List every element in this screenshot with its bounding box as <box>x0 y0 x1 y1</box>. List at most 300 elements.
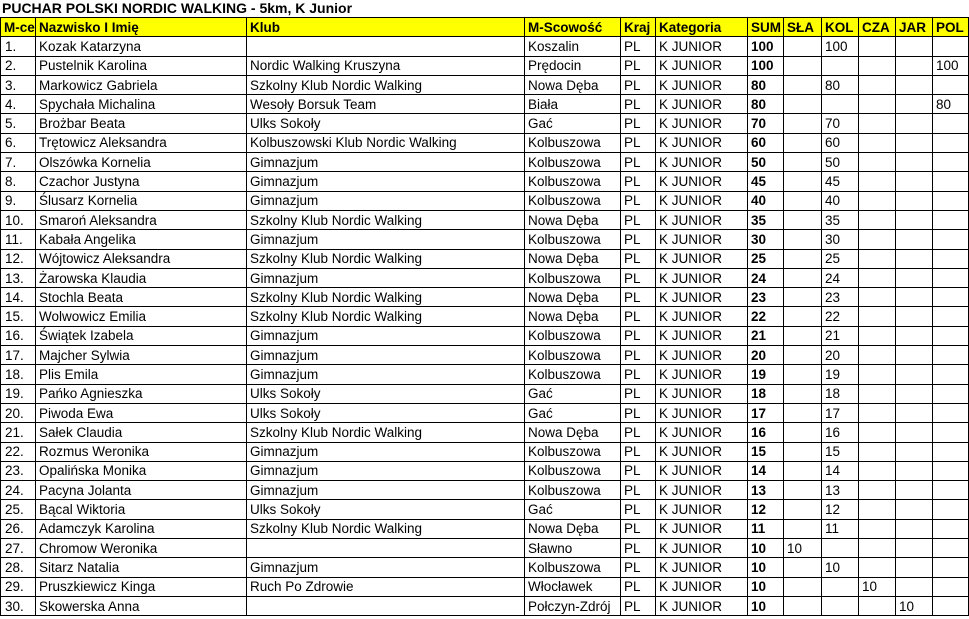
jar-header: JAR <box>896 18 933 37</box>
jar-cell <box>896 191 933 210</box>
pol-cell <box>933 596 969 615</box>
sum-cell: 20 <box>748 346 784 365</box>
country-cell: PL <box>621 268 656 287</box>
pol-cell <box>933 539 969 558</box>
table-row <box>1 403 969 422</box>
kol-cell: 50 <box>822 153 859 172</box>
sla-cell <box>784 307 822 326</box>
cza-cell: 10 <box>859 577 896 596</box>
cza-cell <box>859 519 896 538</box>
club-cell: Szkolny Klub Nordic Walking <box>247 307 525 326</box>
name-cell: Sałek Claudia <box>36 423 247 442</box>
cza-cell <box>859 95 896 114</box>
place-cell: 30. <box>1 596 36 615</box>
club-cell: Gimnazjum <box>247 481 525 500</box>
country-cell: PL <box>621 539 656 558</box>
pol-cell <box>933 481 969 500</box>
sum-cell: 50 <box>748 153 784 172</box>
table-row <box>1 519 969 538</box>
table-row <box>1 461 969 480</box>
table-row <box>1 172 969 191</box>
club-cell: Szkolny Klub Nordic Walking <box>247 210 525 229</box>
sum-cell: 22 <box>748 307 784 326</box>
place-cell: 14. <box>1 288 36 307</box>
pol-cell <box>933 346 969 365</box>
table-row <box>1 56 969 75</box>
kol-cell <box>822 95 859 114</box>
kol-cell: 10 <box>822 558 859 577</box>
place-cell: 15. <box>1 307 36 326</box>
pol-cell <box>933 500 969 519</box>
club-cell: Wesoły Borsuk Team <box>247 95 525 114</box>
table-row <box>1 500 969 519</box>
place-cell: 11. <box>1 230 36 249</box>
place-cell: 21. <box>1 423 36 442</box>
name-cell: Kozak Katarzyna <box>36 37 247 56</box>
kol-cell <box>822 596 859 615</box>
category-cell: K JUNIOR <box>656 423 748 442</box>
name-cell: Skowerska Anna <box>36 596 247 615</box>
category-cell: K JUNIOR <box>656 519 748 538</box>
kol-cell: 25 <box>822 249 859 268</box>
sum-cell: 35 <box>748 210 784 229</box>
pol-cell <box>933 577 969 596</box>
city-cell: Kolbuszowa <box>525 133 621 152</box>
sum-cell: 60 <box>748 133 784 152</box>
cza-cell <box>859 403 896 422</box>
jar-cell <box>896 365 933 384</box>
category-cell: K JUNIOR <box>656 288 748 307</box>
pol-cell <box>933 153 969 172</box>
kol-cell: 23 <box>822 288 859 307</box>
table-row <box>1 365 969 384</box>
city-header: M-Scowość <box>525 18 621 37</box>
pol-cell: 80 <box>933 95 969 114</box>
country-cell: PL <box>621 230 656 249</box>
jar-cell <box>896 133 933 152</box>
place-cell: 27. <box>1 539 36 558</box>
sla-cell <box>784 268 822 287</box>
jar-cell <box>896 558 933 577</box>
jar-cell <box>896 230 933 249</box>
name-cell: Piwoda Ewa <box>36 403 247 422</box>
cza-cell <box>859 114 896 133</box>
pol-cell <box>933 210 969 229</box>
jar-cell <box>896 288 933 307</box>
place-cell: 25. <box>1 500 36 519</box>
city-cell: Kolbuszowa <box>525 153 621 172</box>
cza-cell <box>859 423 896 442</box>
jar-cell <box>896 210 933 229</box>
place-cell: 12. <box>1 249 36 268</box>
jar-cell <box>896 268 933 287</box>
club-cell: Gimnazjum <box>247 461 525 480</box>
place-cell: 20. <box>1 403 36 422</box>
kol-cell: 70 <box>822 114 859 133</box>
place-header: M-ce <box>1 18 36 37</box>
cza-cell <box>859 384 896 403</box>
country-cell: PL <box>621 288 656 307</box>
city-cell: Kolbuszowa <box>525 326 621 345</box>
jar-cell <box>896 37 933 56</box>
category-cell: K JUNIOR <box>656 268 748 287</box>
jar-cell <box>896 326 933 345</box>
place-cell: 13. <box>1 268 36 287</box>
name-cell: Kabała Angelika <box>36 230 247 249</box>
city-cell: Gać <box>525 114 621 133</box>
sum-cell: 17 <box>748 403 784 422</box>
country-cell: PL <box>621 384 656 403</box>
table-row <box>1 539 969 558</box>
pol-cell: 100 <box>933 56 969 75</box>
cza-cell <box>859 596 896 615</box>
jar-cell <box>896 307 933 326</box>
place-cell: 8. <box>1 172 36 191</box>
sum-cell: 18 <box>748 384 784 403</box>
cza-cell <box>859 365 896 384</box>
sum-cell: 24 <box>748 268 784 287</box>
sla-cell <box>784 95 822 114</box>
jar-cell <box>896 346 933 365</box>
kol-cell: 24 <box>822 268 859 287</box>
country-cell: PL <box>621 346 656 365</box>
club-cell <box>247 596 525 615</box>
country-cell: PL <box>621 95 656 114</box>
jar-cell <box>896 539 933 558</box>
country-cell: PL <box>621 37 656 56</box>
category-cell: K JUNIOR <box>656 133 748 152</box>
name-cell: Pańko Agnieszka <box>36 384 247 403</box>
club-cell: Gimnazjum <box>247 346 525 365</box>
club-cell: Szkolny Klub Nordic Walking <box>247 423 525 442</box>
category-cell: K JUNIOR <box>656 365 748 384</box>
table-row <box>1 384 969 403</box>
city-cell: Nowa Dęba <box>525 75 621 94</box>
city-cell: Kolbuszowa <box>525 442 621 461</box>
city-cell: Kolbuszowa <box>525 230 621 249</box>
place-cell: 18. <box>1 365 36 384</box>
name-cell: Smaroń Aleksandra <box>36 210 247 229</box>
city-cell: Gać <box>525 500 621 519</box>
place-cell: 17. <box>1 346 36 365</box>
sla-cell <box>784 133 822 152</box>
city-cell: Gać <box>525 403 621 422</box>
sum-cell: 10 <box>748 577 784 596</box>
place-cell: 28. <box>1 558 36 577</box>
category-cell: K JUNIOR <box>656 500 748 519</box>
category-cell: K JUNIOR <box>656 75 748 94</box>
city-cell: Nowa Dęba <box>525 307 621 326</box>
pol-cell <box>933 230 969 249</box>
country-cell: PL <box>621 461 656 480</box>
table-row <box>1 481 969 500</box>
cza-cell <box>859 56 896 75</box>
name-cell: Adamczyk Karolina <box>36 519 247 538</box>
jar-cell <box>896 56 933 75</box>
category-cell: K JUNIOR <box>656 95 748 114</box>
name-cell: Sitarz Natalia <box>36 558 247 577</box>
country-cell: PL <box>621 114 656 133</box>
cza-cell <box>859 500 896 519</box>
club-cell: Szkolny Klub Nordic Walking <box>247 519 525 538</box>
pol-cell <box>933 423 969 442</box>
country-cell: PL <box>621 423 656 442</box>
kol-cell: 80 <box>822 75 859 94</box>
jar-cell <box>896 172 933 191</box>
place-cell: 23. <box>1 461 36 480</box>
table-row <box>1 75 969 94</box>
club-cell: Kolbuszowski Klub Nordic Walking <box>247 133 525 152</box>
jar-cell <box>896 577 933 596</box>
table-row <box>1 558 969 577</box>
city-cell: Kolbuszowa <box>525 558 621 577</box>
country-cell: PL <box>621 596 656 615</box>
city-cell: Sławno <box>525 539 621 558</box>
country-cell: PL <box>621 249 656 268</box>
category-cell: K JUNIOR <box>656 461 748 480</box>
table-row <box>1 442 969 461</box>
category-cell: K JUNIOR <box>656 307 748 326</box>
club-cell: Gimnazjum <box>247 172 525 191</box>
name-header: Nazwisko I Imię <box>36 18 247 37</box>
table-body <box>1 37 969 616</box>
table-row <box>1 133 969 152</box>
table-row <box>1 230 969 249</box>
club-cell: Gimnazjum <box>247 191 525 210</box>
pol-cell <box>933 558 969 577</box>
pol-cell <box>933 403 969 422</box>
name-cell: Żarowska Klaudia <box>36 268 247 287</box>
pol-cell <box>933 384 969 403</box>
name-cell: Majcher Sylwia <box>36 346 247 365</box>
sla-cell <box>784 596 822 615</box>
sla-cell <box>784 210 822 229</box>
jar-cell <box>896 75 933 94</box>
category-cell: K JUNIOR <box>656 577 748 596</box>
cza-cell <box>859 268 896 287</box>
city-cell: Gać <box>525 384 621 403</box>
pol-cell <box>933 249 969 268</box>
club-cell: Gimnazjum <box>247 558 525 577</box>
kol-cell: 35 <box>822 210 859 229</box>
header-row <box>1 18 969 37</box>
category-cell: K JUNIOR <box>656 210 748 229</box>
sla-cell <box>784 461 822 480</box>
name-cell: Ślusarz Kornelia <box>36 191 247 210</box>
category-cell: K JUNIOR <box>656 153 748 172</box>
place-cell: 29. <box>1 577 36 596</box>
city-cell: Kolbuszowa <box>525 365 621 384</box>
table-row <box>1 95 969 114</box>
sum-cell: 12 <box>748 500 784 519</box>
table-row <box>1 423 969 442</box>
table-row <box>1 210 969 229</box>
club-cell: Ruch Po Zdrowie <box>247 577 525 596</box>
kol-cell: 15 <box>822 442 859 461</box>
kol-cell <box>822 539 859 558</box>
country-cell: PL <box>621 75 656 94</box>
jar-cell <box>896 519 933 538</box>
city-cell: Kolbuszowa <box>525 191 621 210</box>
country-cell: PL <box>621 519 656 538</box>
club-cell: Gimnazjum <box>247 326 525 345</box>
city-cell: Kolbuszowa <box>525 268 621 287</box>
cza-cell <box>859 442 896 461</box>
country-cell: PL <box>621 326 656 345</box>
sla-cell <box>784 249 822 268</box>
name-cell: Markowicz Gabriela <box>36 75 247 94</box>
cza-cell <box>859 172 896 191</box>
name-cell: Spychała Michalina <box>36 95 247 114</box>
sla-cell <box>784 500 822 519</box>
kol-cell: 30 <box>822 230 859 249</box>
sla-cell <box>784 403 822 422</box>
name-cell: Trętowicz Aleksandra <box>36 133 247 152</box>
sla-cell <box>784 481 822 500</box>
kol-cell: 14 <box>822 461 859 480</box>
sla-cell <box>784 442 822 461</box>
category-cell: K JUNIOR <box>656 249 748 268</box>
table-row <box>1 114 969 133</box>
category-cell: K JUNIOR <box>656 56 748 75</box>
sla-cell <box>784 384 822 403</box>
name-cell: Plis Emila <box>36 365 247 384</box>
sum-cell: 30 <box>748 230 784 249</box>
country-cell: PL <box>621 307 656 326</box>
sla-cell <box>784 423 822 442</box>
place-cell: 6. <box>1 133 36 152</box>
table-row <box>1 191 969 210</box>
category-cell: K JUNIOR <box>656 114 748 133</box>
jar-cell: 10 <box>896 596 933 615</box>
country-cell: PL <box>621 172 656 191</box>
kol-cell: 17 <box>822 403 859 422</box>
name-cell: Bącal Wiktoria <box>36 500 247 519</box>
place-cell: 3. <box>1 75 36 94</box>
name-cell: Wolwowicz Emilia <box>36 307 247 326</box>
kol-cell: 21 <box>822 326 859 345</box>
sla-cell <box>784 365 822 384</box>
place-cell: 2. <box>1 56 36 75</box>
kol-cell: 100 <box>822 37 859 56</box>
club-cell: Nordic Walking Kruszyna <box>247 56 525 75</box>
cza-cell <box>859 461 896 480</box>
name-cell: Stochla Beata <box>36 288 247 307</box>
results-table <box>0 17 969 616</box>
cza-cell <box>859 210 896 229</box>
sum-cell: 23 <box>748 288 784 307</box>
name-cell: Wójtowicz Aleksandra <box>36 249 247 268</box>
club-cell: Gimnazjum <box>247 230 525 249</box>
club-cell: Szkolny Klub Nordic Walking <box>247 75 525 94</box>
country-cell: PL <box>621 56 656 75</box>
pol-cell <box>933 326 969 345</box>
place-cell: 26. <box>1 519 36 538</box>
sla-cell: 10 <box>784 539 822 558</box>
sum-cell: 14 <box>748 461 784 480</box>
pol-cell <box>933 75 969 94</box>
table-row <box>1 307 969 326</box>
jar-cell <box>896 95 933 114</box>
category-cell: K JUNIOR <box>656 172 748 191</box>
city-cell: Prędocin <box>525 56 621 75</box>
table-row <box>1 326 969 345</box>
pol-cell <box>933 172 969 191</box>
cza-cell <box>859 75 896 94</box>
city-cell: Włocławek <box>525 577 621 596</box>
cza-cell <box>859 539 896 558</box>
pol-cell <box>933 191 969 210</box>
cza-cell <box>859 288 896 307</box>
jar-cell <box>896 153 933 172</box>
kol-cell <box>822 577 859 596</box>
pol-cell <box>933 37 969 56</box>
sum-cell: 80 <box>748 95 784 114</box>
club-cell <box>247 37 525 56</box>
jar-cell <box>896 384 933 403</box>
cza-cell <box>859 191 896 210</box>
pol-cell <box>933 114 969 133</box>
place-cell: 4. <box>1 95 36 114</box>
category-cell: K JUNIOR <box>656 539 748 558</box>
place-cell: 5. <box>1 114 36 133</box>
category-cell: K JUNIOR <box>656 596 748 615</box>
name-cell: Chromow Weronika <box>36 539 247 558</box>
cza-cell <box>859 346 896 365</box>
place-cell: 7. <box>1 153 36 172</box>
kol-cell: 45 <box>822 172 859 191</box>
city-cell: Kolbuszowa <box>525 172 621 191</box>
jar-cell <box>896 500 933 519</box>
sla-cell <box>784 519 822 538</box>
pol-cell <box>933 268 969 287</box>
kol-cell: 40 <box>822 191 859 210</box>
place-cell: 16. <box>1 326 36 345</box>
name-cell: Czachor Justyna <box>36 172 247 191</box>
sla-header: SŁA <box>784 18 822 37</box>
country-cell: PL <box>621 210 656 229</box>
pol-cell <box>933 307 969 326</box>
sla-cell <box>784 37 822 56</box>
kol-cell: 11 <box>822 519 859 538</box>
place-cell: 24. <box>1 481 36 500</box>
sum-cell: 100 <box>748 37 784 56</box>
name-cell: Pruszkiewicz Kinga <box>36 577 247 596</box>
sla-cell <box>784 114 822 133</box>
country-cell: PL <box>621 153 656 172</box>
city-cell: Kolbuszowa <box>525 481 621 500</box>
cza-cell <box>859 307 896 326</box>
jar-cell <box>896 403 933 422</box>
name-cell: Pacyna Jolanta <box>36 481 247 500</box>
country-cell: PL <box>621 577 656 596</box>
sla-cell <box>784 56 822 75</box>
sla-cell <box>784 346 822 365</box>
city-cell: Nowa Dęba <box>525 210 621 229</box>
category-cell: K JUNIOR <box>656 384 748 403</box>
category-cell: K JUNIOR <box>656 481 748 500</box>
sum-cell: 16 <box>748 423 784 442</box>
city-cell: Nowa Dęba <box>525 249 621 268</box>
sum-cell: 10 <box>748 596 784 615</box>
sum-cell: 80 <box>748 75 784 94</box>
cza-cell <box>859 230 896 249</box>
category-cell: K JUNIOR <box>656 37 748 56</box>
sum-cell: 21 <box>748 326 784 345</box>
club-cell: Gimnazjum <box>247 365 525 384</box>
jar-cell <box>896 481 933 500</box>
city-cell: Koszalin <box>525 37 621 56</box>
